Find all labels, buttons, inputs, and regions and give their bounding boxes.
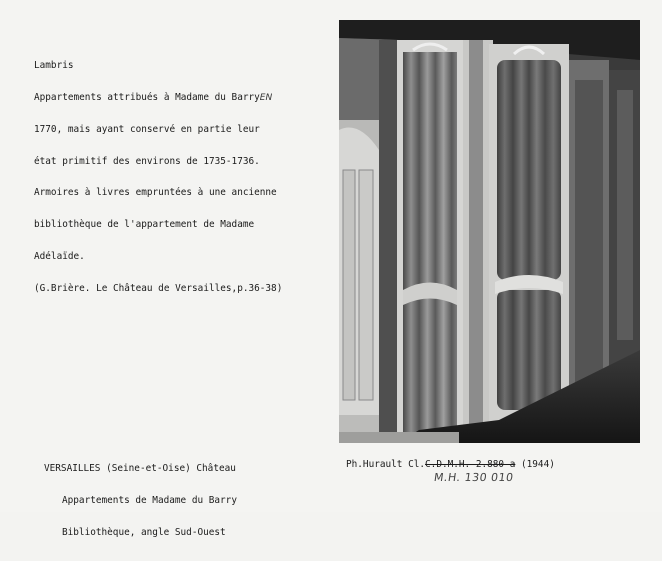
photo-caption — [34, 40, 324, 315]
caption-line-2 — [34, 93, 324, 104]
caption-line-3: 1770, mais ayant conservé en partie leur — [34, 123, 260, 135]
credit-prefix: Ph.Hurault Cl. — [346, 459, 426, 470]
credit-year: (1944) — [515, 459, 555, 470]
location-caption — [44, 442, 324, 561]
handwritten-en: EN — [259, 92, 273, 103]
location-line-1: VERSAILLES (Seine-et-Oise) Château — [44, 462, 236, 474]
credit-struck-reference: C.D.M.H. 2.880 a — [425, 459, 516, 470]
caption-line-6: bibliothèque de l'appartement de Madame — [34, 219, 255, 231]
caption-line-1: Lambris — [34, 60, 74, 72]
interior-photograph — [339, 20, 640, 443]
photo-illustration — [339, 20, 640, 443]
location-line-3: Bibliothèque, angle Sud-Ouest — [62, 527, 226, 539]
caption-line-8: (G.Brière. Le Château de Versailles,p.36-38) — [34, 282, 283, 294]
caption-line-2-text: Appartements attribués à Madame du Barry — [34, 91, 260, 103]
caption-line-4: état primitif des environs de 1735-1736. — [34, 155, 260, 167]
handwritten-inventory-number: M.H. 130 010 — [433, 471, 515, 484]
location-line-2: Appartements de Madame du Barry — [62, 494, 237, 506]
caption-line-5: Armoires à livres empruntées à une ancienne — [34, 187, 277, 199]
caption-line-7: Adélaïde. — [34, 250, 85, 262]
photo-credit — [346, 459, 646, 470]
